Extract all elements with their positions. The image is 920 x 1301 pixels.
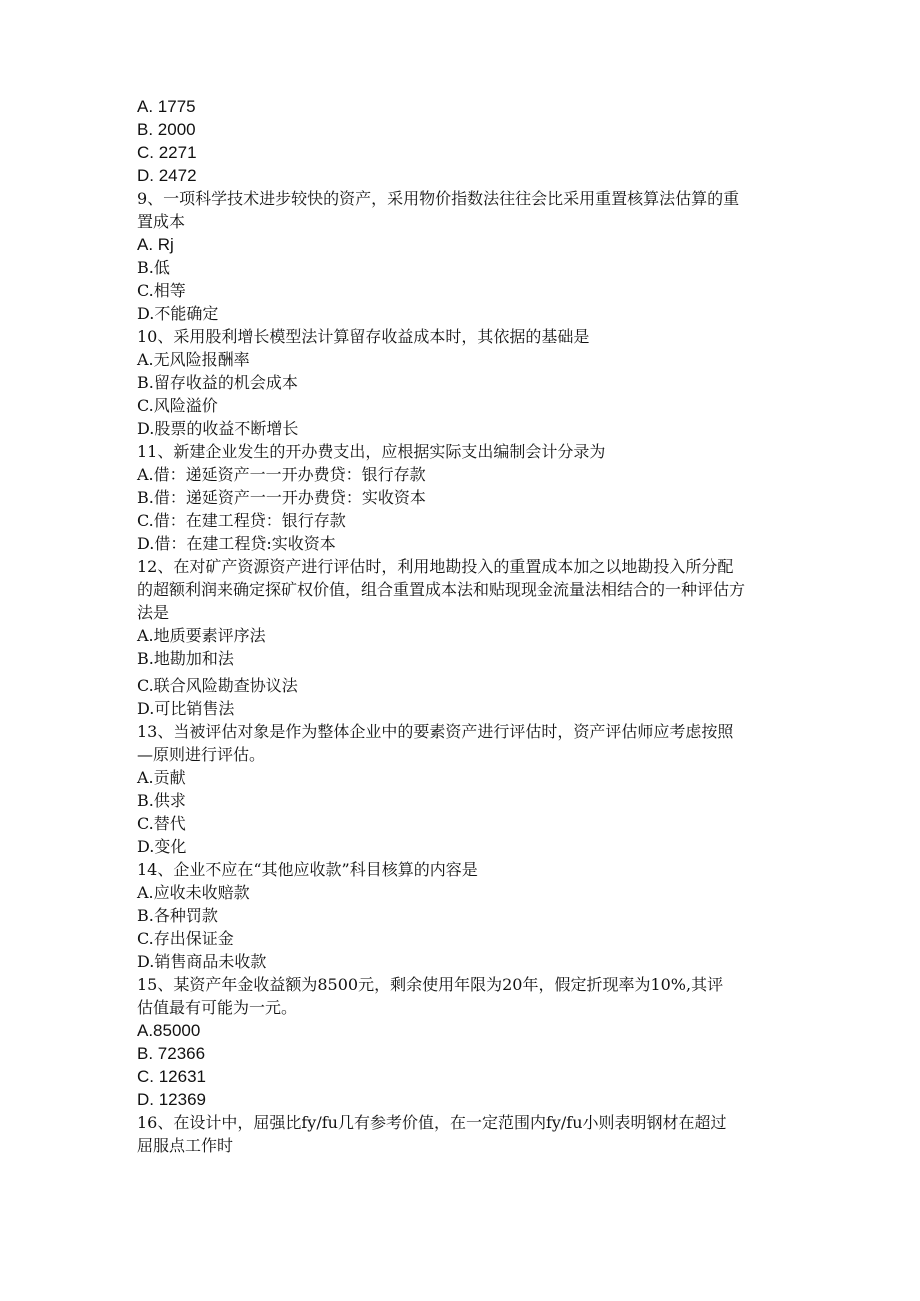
question-11 xyxy=(137,440,797,555)
option-d: D. 2472 xyxy=(137,166,197,185)
question-stem-line: 置成本 xyxy=(137,212,186,231)
question-stem-line: 法是 xyxy=(137,603,170,622)
option-c: C.借：在建工程贷：银行存款 xyxy=(137,511,346,530)
option-b: B. 2000 xyxy=(137,120,196,139)
option-a: A.借：递延资产一一开办费贷：银行存款 xyxy=(137,465,426,484)
option-c: C.风险溢价 xyxy=(137,396,218,415)
option-d: D.不能确定 xyxy=(137,304,219,323)
option-d: D.销售商品未收款 xyxy=(137,952,267,971)
question-9 xyxy=(137,187,797,325)
option-a: A.地质要素评序法 xyxy=(137,626,266,645)
option-a: A.85000 xyxy=(137,1021,201,1040)
question-stem-line: 12、在对矿产资源资产进行评估时，利用地勘投入的重置成本加之以地勘投入所分配 xyxy=(137,557,734,576)
option-b: B.留存收益的机会成本 xyxy=(137,373,298,392)
option-c: C.替代 xyxy=(137,814,186,833)
option-d: D.股票的收益不断增长 xyxy=(137,419,299,438)
question-8-options xyxy=(137,95,797,187)
option-b: B.供求 xyxy=(137,791,186,810)
option-c: C. 2271 xyxy=(137,143,197,162)
option-c: C.联合风险勘查协议法 xyxy=(137,676,298,695)
option-a: A. Rj xyxy=(137,235,174,254)
question-12 xyxy=(137,555,797,720)
option-c: C.相等 xyxy=(137,281,186,300)
question-10 xyxy=(137,325,797,440)
question-stem-line: 估值最有可能为一元。 xyxy=(137,998,298,1017)
question-stem-line: 的超额利润来确定探矿权价值，组合重置成本法和贴现现金流量法相结合的一种评估方 xyxy=(137,580,746,599)
question-15 xyxy=(137,973,797,1111)
question-stem-line: 10、采用股利增长模型法计算留存收益成本时，其依据的基础是 xyxy=(137,327,590,346)
option-d: D.可比销售法 xyxy=(137,699,235,718)
option-c: C.存出保证金 xyxy=(137,929,234,948)
option-b: B.低 xyxy=(137,258,170,277)
exam-page xyxy=(137,95,797,1157)
option-a: A.无风险报酬率 xyxy=(137,350,250,369)
question-stem-line: 15、某资产年金收益额为8500元，剩余使用年限为20年，假定折现率为10%,其评 xyxy=(137,975,724,994)
option-b: B.各种罚款 xyxy=(137,906,218,925)
option-d: D. 12369 xyxy=(137,1090,206,1109)
question-stem-line: 9、一项科学技术进步较快的资产，采用物价指数法往往会比采用重置核算法估算的重 xyxy=(137,189,740,208)
question-stem-line: —原则进行评估。 xyxy=(137,745,266,764)
question-stem-line: 13、当被评估对象是作为整体企业中的要素资产进行评估时，资产评估师应考虑按照 xyxy=(137,722,734,741)
option-b: B. 72366 xyxy=(137,1044,206,1063)
option-a: A. 1775 xyxy=(137,97,196,116)
question-stem-line: 14、企业不应在“其他应收款”科目核算的内容是 xyxy=(137,860,478,879)
option-b: B.借：递延资产一一开办费贷：实收资本 xyxy=(137,488,426,507)
question-13 xyxy=(137,720,797,858)
option-c: C. 12631 xyxy=(137,1067,206,1086)
option-b: B.地勘加和法 xyxy=(137,649,234,668)
option-d: D.借：在建工程贷:实收资本 xyxy=(137,534,336,553)
question-stem-line: 16、在设计中，屈强比fy/fu几有参考价值，在一定范围内fy/fu小则表明钢材在超过 xyxy=(137,1113,727,1132)
option-a: A.贡献 xyxy=(137,768,186,787)
question-stem-line: 屈服点工作时 xyxy=(137,1136,234,1155)
question-stem-line: 11、新建企业发生的开办费支出，应根据实际支出编制会计分录为 xyxy=(137,442,606,461)
option-d: D.变化 xyxy=(137,837,187,856)
question-14 xyxy=(137,858,797,973)
question-16 xyxy=(137,1111,797,1157)
option-a: A.应收未收赔款 xyxy=(137,883,250,902)
